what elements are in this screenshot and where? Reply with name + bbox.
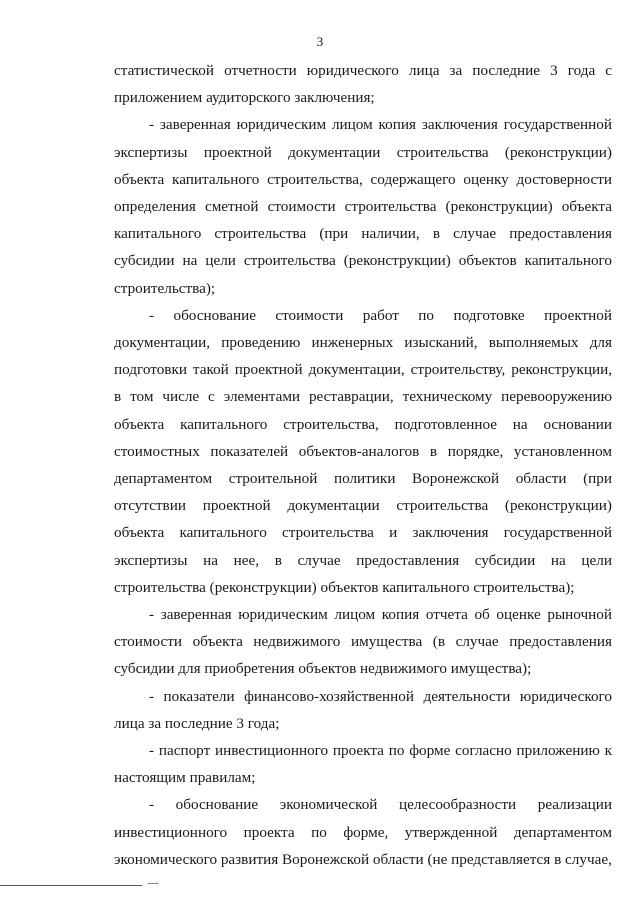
list-item-expertise-conclusion: - заверенная юридическим лицом копия заключения государственной экспертизы проектной документации строительства (реконструкции) объекта капитального строительства, содержащего оценку достоверности определения сметной стоимости строительства (реконструкции) объекта капитального строительства (при наличии, в случае предоставления субсидии на цели строительства (реконструкции) объектов капитального строительства); [114, 116, 612, 297]
footer-mark [148, 883, 158, 884]
paragraph-continuation: статистической отчетности юридического лица за последние 3 года с приложением аудиторского заключения; [114, 62, 612, 107]
footer-rule [0, 885, 142, 886]
list-item-financial-indicators: - показатели финансово-хозяйственной деятельности юридического лица за последние 3 года; [114, 687, 612, 732]
list-item-project-passport: - паспорт инвестиционного проекта по форме согласно приложению к настоящим правилам; [114, 742, 612, 787]
list-item-valuation-report: - заверенная юридическим лицом копия отчета об оценке рыночной стоимости объекта недвижимого имущества (в случае предоставления субсидии для приобретения объектов недвижимого имущества); [114, 606, 612, 678]
list-item-economic-justification: - обоснование экономической целесообразности реализации инвестиционного проекта по форме, утвержденной департаментом экономического развития Воронежской области (не представляется в случае, [114, 796, 612, 868]
document-body [114, 57, 612, 873]
list-item-cost-justification: - обоснование стоимости работ по подготовке проектной документации, проведению инженерных изысканий, выполняемых для подготовки такой проектной документации, строительству, реконструкции, в том числе с элементами реставрации, техническому перевооружению объекта капитального строительства, подготовленное на основании стоимостных показателей объектов-аналогов в порядке, установленном департаментом строительной политики Воронежской области (при отсутствии проектной документации строительства (реконструкции) объекта капитального строительства и заключения государственной экспертизы на нее, в случае предоставления субсидии на цели строительства (реконструкции) объектов капитального строительства); [114, 306, 612, 596]
page-number: 3 [316, 34, 324, 49]
